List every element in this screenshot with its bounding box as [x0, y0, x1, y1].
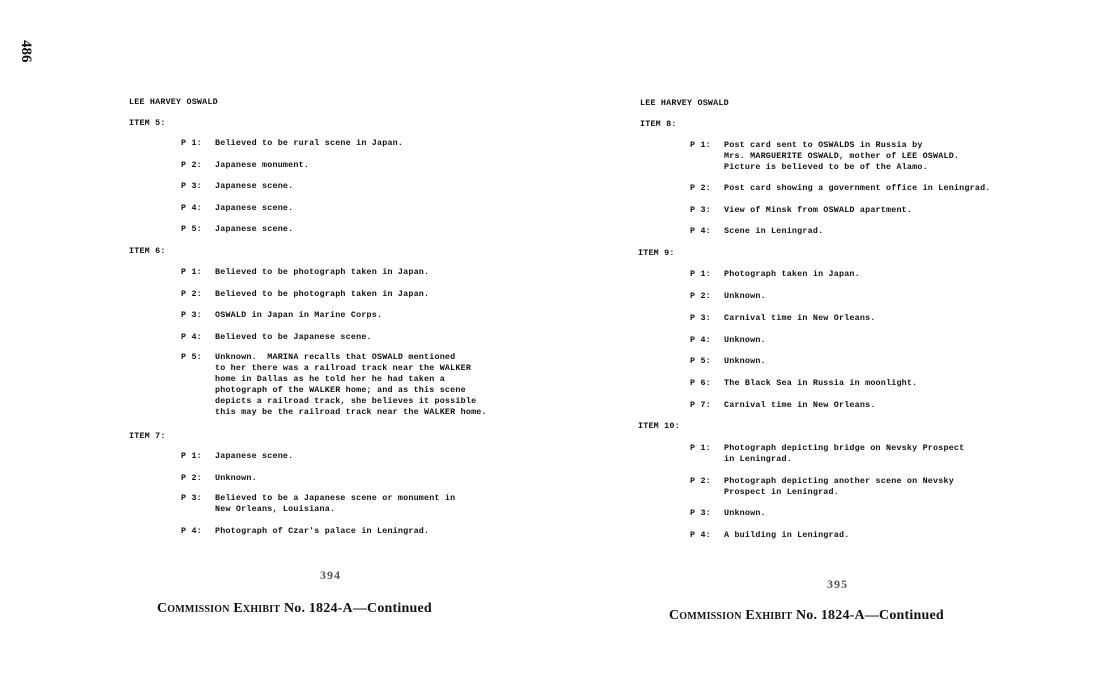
photo-description: Unknown. — [724, 508, 766, 518]
photo-number: P 3: — [690, 313, 711, 323]
document-header: LEE HARVEY OSWALD — [640, 98, 729, 108]
item-label: ITEM 9: — [638, 248, 675, 258]
photo-number: P 2: — [181, 473, 202, 483]
photo-number: P 2: — [690, 476, 711, 486]
caption-prefix: Commission Exhibit — [157, 601, 281, 616]
photo-number: P 4: — [690, 335, 711, 345]
folio-number: 394 — [320, 568, 341, 582]
exhibit-caption — [157, 603, 432, 614]
photo-number: P 2: — [690, 291, 711, 301]
photo-description: Japanese scene. — [215, 224, 294, 234]
caption-prefix: Commission Exhibit — [669, 608, 793, 623]
photo-description: OSWALD in Japan in Marine Corps. — [215, 310, 383, 320]
photo-description: Carnival time in New Orleans. — [724, 313, 876, 323]
photo-description: Japanese scene. — [215, 451, 294, 461]
photo-number: P 2: — [181, 289, 202, 299]
photo-description: The Black Sea in Russia in moonlight. — [724, 378, 918, 388]
photo-description: Believed to be photograph taken in Japan. — [215, 267, 430, 277]
photo-description: Post card sent to OSWALDS in Russia by Mrs. MARGUERITE OSWALD, mother of LEE OSWALD. Picture is believed to be of the Alamo. — [724, 140, 960, 172]
photo-description: Japanese scene. — [215, 181, 294, 191]
photo-number: P 1: — [181, 451, 202, 461]
photo-number: P 4: — [181, 332, 202, 342]
item-label: ITEM 5: — [129, 118, 166, 128]
photo-description: Photograph of Czar's palace in Leningrad. — [215, 526, 430, 536]
photo-number: P 3: — [181, 310, 202, 320]
photo-number: P 5: — [181, 352, 202, 362]
photo-description: Japanese monument. — [215, 160, 310, 170]
photo-description: Unknown. MARINA recalls that OSWALD mentioned to her there was a railroad track near the WALKER home in Dallas as he told her he had taken a photograph of the WALKER home; and as this scene depicts a railroad track, she believes it possible this may be the railroad track near the WALKER home. — [215, 352, 487, 417]
photo-number: P 4: — [181, 203, 202, 213]
photo-description: Photograph taken in Japan. — [724, 269, 860, 279]
photo-description: View of Minsk from OSWALD apartment. — [724, 205, 913, 215]
photo-number: P 4: — [690, 530, 711, 540]
photo-number: P 7: — [690, 400, 711, 410]
photo-number: P 4: — [181, 526, 202, 536]
photo-number: P 5: — [690, 356, 711, 366]
photo-description: Scene in Leningrad. — [724, 226, 824, 236]
item-label: ITEM 7: — [129, 431, 166, 441]
photo-number: P 1: — [181, 267, 202, 277]
item-label: ITEM 6: — [129, 246, 166, 256]
photo-number: P 4: — [690, 226, 711, 236]
photo-description: Japanese scene. — [215, 203, 294, 213]
photo-description: Unknown. — [724, 291, 766, 301]
page-number: 486 — [18, 40, 34, 63]
document-header: LEE HARVEY OSWALD — [129, 97, 218, 107]
photo-number: P 1: — [690, 443, 711, 453]
photo-number: P 3: — [181, 181, 202, 191]
photo-description: Unknown. — [215, 473, 257, 483]
caption-suffix: No. 1824-A—Continued — [283, 601, 432, 616]
folio-number: 395 — [827, 577, 848, 591]
photo-description: A building in Leningrad. — [724, 530, 850, 540]
photo-number: P 3: — [181, 493, 202, 503]
photo-number: P 6: — [690, 378, 711, 388]
caption-suffix: No. 1824-A—Continued — [795, 608, 944, 623]
photo-description: Unknown. — [724, 356, 766, 366]
photo-number: P 3: — [690, 205, 711, 215]
photo-description: Photograph depicting bridge on Nevsky Prospect in Leningrad. — [724, 443, 965, 464]
photo-number: P 1: — [181, 138, 202, 148]
photo-number: P 1: — [690, 269, 711, 279]
photo-number: P 1: — [690, 140, 711, 150]
photo-number: P 5: — [181, 224, 202, 234]
photo-description: Believed to be rural scene in Japan. — [215, 138, 404, 148]
item-label: ITEM 10: — [638, 421, 680, 431]
photo-number: P 2: — [181, 160, 202, 170]
photo-description: Unknown. — [724, 335, 766, 345]
photo-description: Believed to be a Japanese scene or monument in New Orleans, Louisiana. — [215, 493, 456, 514]
photo-description: Carnival time in New Orleans. — [724, 400, 876, 410]
photo-description: Photograph depicting another scene on Nevsky Prospect in Leningrad. — [724, 476, 954, 497]
photo-description: Believed to be Japanese scene. — [215, 332, 372, 342]
exhibit-caption — [669, 610, 944, 621]
item-label: ITEM 8: — [640, 119, 677, 129]
photo-number: P 2: — [690, 183, 711, 193]
photo-description: Post card showing a government office in Leningrad. — [724, 183, 991, 193]
photo-description: Believed to be photograph taken in Japan. — [215, 289, 430, 299]
photo-number: P 3: — [690, 508, 711, 518]
